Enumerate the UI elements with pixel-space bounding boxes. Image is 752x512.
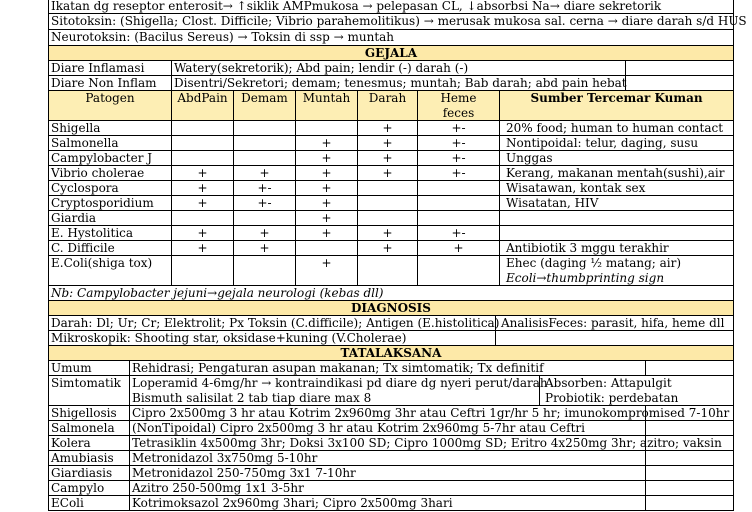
patogen-name: E. Hystolitica bbox=[51, 226, 134, 240]
tx-empty bbox=[645, 436, 733, 450]
patogen-sumber: 20% food; human to human contact bbox=[499, 121, 733, 135]
patogen-darah: + bbox=[357, 121, 417, 135]
patogen-darah: + bbox=[357, 151, 417, 165]
patogen-sumber: Wisatatan, HIV bbox=[499, 196, 733, 210]
patogen-name: C. Difficile bbox=[51, 241, 115, 255]
tx-label: Campylo bbox=[51, 481, 105, 495]
tx-row bbox=[48, 406, 734, 421]
simtomatik-line2: Bismuth salisilat 2 tab tiap diare max 8 bbox=[132, 391, 372, 405]
patogen-darah: + bbox=[357, 166, 417, 180]
patogen-heme bbox=[417, 181, 499, 195]
diagnosis-heading: DIAGNOSIS bbox=[351, 301, 431, 315]
patogen-sumber bbox=[499, 256, 733, 285]
patogen-abd: + bbox=[171, 166, 233, 180]
tx-empty bbox=[645, 481, 733, 495]
gejala-noninflam-row bbox=[48, 76, 734, 91]
patogen-muntah: + bbox=[295, 136, 357, 150]
patogen-name: Cryptosporidium bbox=[51, 196, 154, 210]
tx-label: Shigellosis bbox=[51, 406, 117, 420]
document-page bbox=[48, 0, 747, 511]
patogen-heme: +- bbox=[417, 121, 499, 135]
tx-simtomatik-label: Simtomatik bbox=[51, 376, 121, 390]
patogen-sumber: Kerang, makanan mentah(sushi),air bbox=[499, 166, 733, 180]
tx-umum-label: Umum bbox=[51, 361, 92, 375]
patogen-name: Giardia bbox=[51, 211, 96, 225]
patogen-demam: +- bbox=[233, 196, 295, 210]
patogen-row bbox=[48, 121, 734, 136]
patogen-darah: + bbox=[357, 226, 417, 240]
patogen-demam bbox=[233, 121, 295, 135]
intro-row-1 bbox=[48, 0, 734, 14]
inflamasi-empty bbox=[625, 61, 733, 75]
tx-label: Salmonela bbox=[51, 421, 115, 435]
patogen-abd bbox=[171, 136, 233, 150]
patogen-abd bbox=[171, 121, 233, 135]
gejala-inflamasi-row bbox=[48, 61, 734, 76]
patogen-demam bbox=[233, 151, 295, 165]
tx-row bbox=[48, 421, 734, 436]
tx-value: Metronidazol 3x750mg 5-10hr bbox=[129, 451, 645, 465]
tx-row bbox=[48, 451, 734, 466]
tx-empty bbox=[645, 466, 733, 480]
patogen-darah bbox=[357, 256, 417, 285]
tx-row bbox=[48, 436, 734, 451]
patogen-row bbox=[48, 181, 734, 196]
tx-simtomatik-main bbox=[129, 376, 548, 405]
col-darah: Darah bbox=[357, 91, 417, 120]
patogen-darah: + bbox=[357, 136, 417, 150]
simtomatik-line1: Loperamid 4-6mg/hr → kontraindikasi pd diare dg nyeri perut/darah bbox=[132, 376, 548, 390]
patogen-heme: +- bbox=[417, 166, 499, 180]
patogen-heme: + bbox=[417, 241, 499, 255]
patogen-heme: +- bbox=[417, 151, 499, 165]
patogen-muntah: + bbox=[295, 166, 357, 180]
tx-empty bbox=[645, 496, 733, 510]
patogen-heme: +- bbox=[417, 226, 499, 240]
patogen-heme bbox=[417, 211, 499, 225]
patogen-row bbox=[48, 166, 734, 181]
tx-value: Kotrimoksazol 2x960mg 3hari; Cipro 2x500mg 3hari bbox=[129, 496, 645, 510]
patogen-abd: + bbox=[171, 181, 233, 195]
patogen-header-row bbox=[48, 91, 734, 121]
intro-row-3 bbox=[48, 30, 734, 46]
diagnosis-darah: Darah: Dl; Ur; Cr; Elektrolit; Px Toksin (C.difficile); Antigen (E.histolitica) bbox=[51, 316, 500, 330]
patogen-abd: + bbox=[171, 241, 233, 255]
patogen-heme: +- bbox=[417, 136, 499, 150]
tx-value: Tetrasiklin 4x500mg 3hr; Doksi 3x100 SD; Cipro 1000mg SD; Eritro 4x250mg 3hr; azitro; vaksin bbox=[129, 436, 645, 450]
col-abdpain: AbdPain bbox=[171, 91, 233, 120]
tx-row bbox=[48, 466, 734, 481]
tx-value: Metronidazol 250-750mg 3x1 7-10hr bbox=[129, 466, 645, 480]
tx-label: Amubiasis bbox=[51, 451, 114, 465]
tx-label: EColi bbox=[51, 496, 84, 510]
patogen-demam: + bbox=[233, 166, 295, 180]
patogen-demam bbox=[233, 211, 295, 225]
inflamasi-label: Diare Inflamasi bbox=[51, 61, 145, 75]
patogen-row bbox=[48, 196, 734, 211]
patogen-name: Campylobacter J bbox=[51, 151, 153, 165]
patogen-sumber bbox=[499, 226, 733, 240]
patogen-demam: +- bbox=[233, 181, 295, 195]
diagnosis-row-2 bbox=[48, 331, 734, 346]
tx-umum-empty bbox=[645, 361, 733, 375]
col-heme-line2: feces bbox=[442, 106, 475, 120]
ecoli-sumber-line2: Ecoli→thumbprinting sign bbox=[506, 271, 665, 285]
patogen-row bbox=[48, 226, 734, 241]
patogen-abd: + bbox=[171, 196, 233, 210]
diagnosis-heading-row bbox=[48, 301, 734, 316]
patogen-muntah: + bbox=[295, 181, 357, 195]
gejala-heading-row bbox=[48, 46, 734, 61]
col-heme-line1: Heme bbox=[440, 91, 477, 105]
tx-row bbox=[48, 481, 734, 496]
noninflam-empty bbox=[625, 76, 733, 90]
ecoli-sumber-line1: Ehec (daging ½ matang; air) bbox=[506, 256, 682, 270]
patogen-name: Salmonella bbox=[51, 136, 119, 150]
patogen-demam bbox=[233, 256, 295, 285]
patogen-row bbox=[48, 151, 734, 166]
simtomatik-side1: Absorben: Attapulgit bbox=[545, 376, 672, 390]
patogen-abd bbox=[171, 211, 233, 225]
patogen-demam: + bbox=[233, 226, 295, 240]
tx-value: Azitro 250-500mg 1x1 3-5hr bbox=[129, 481, 645, 495]
intro-text-1: Ikatan dg reseptor enterosit→ ↑siklik AMPmukosa → pelepasan CL, ↓absorbsi Na→ diare sekretorik bbox=[51, 0, 662, 13]
tatalaksana-heading-row bbox=[48, 346, 734, 361]
col-muntah: Muntah bbox=[295, 91, 357, 120]
col-patogen: Patogen bbox=[85, 91, 135, 105]
patogen-demam bbox=[233, 136, 295, 150]
col-heme bbox=[417, 91, 499, 120]
patogen-darah: + bbox=[357, 241, 417, 255]
gejala-heading: GEJALA bbox=[364, 46, 418, 60]
patogen-row bbox=[48, 136, 734, 151]
patogen-muntah: + bbox=[295, 196, 357, 210]
diagnosis-empty bbox=[495, 331, 733, 345]
patogen-abd: + bbox=[171, 226, 233, 240]
patogen-heme bbox=[417, 196, 499, 210]
patogen-name: Vibrio cholerae bbox=[51, 166, 145, 180]
patogen-muntah: + bbox=[295, 211, 357, 225]
tx-umum-value: Rehidrasi; Pengaturan asupan makanan; Tx simtomatik; Tx definitif bbox=[129, 361, 645, 375]
intro-row-2 bbox=[48, 14, 747, 30]
diagnosis-row-1 bbox=[48, 316, 734, 331]
tx-empty bbox=[645, 451, 733, 465]
note-text: Nb: Campylobacter jejuni→gejala neurologi (kebas dll) bbox=[51, 286, 384, 300]
patogen-row-ecoli bbox=[48, 256, 734, 286]
patogen-demam: + bbox=[233, 241, 295, 255]
patogen-sumber: Antibiotik 3 mggu terakhir bbox=[499, 241, 733, 255]
patogen-heme bbox=[417, 256, 499, 285]
intro-text-3: Neurotoksin: (Bacilus Sereus) → Toksin di ssp → muntah bbox=[51, 30, 395, 44]
noninflam-label: Diare Non Inflam bbox=[51, 76, 157, 90]
patogen-sumber: Nontipoidal: telur, daging, susu bbox=[499, 136, 733, 150]
tx-row-simtomatik bbox=[48, 376, 734, 406]
tx-empty bbox=[645, 406, 733, 420]
noninflam-value: Disentri/Sekretori; demam; tenesmus; muntah; Bab darah; abd pain hebat bbox=[171, 76, 625, 90]
inflamasi-value: Watery(sekretorik); Abd pain; lendir (-) darah (-) bbox=[171, 61, 625, 75]
patogen-muntah: + bbox=[295, 151, 357, 165]
patogen-rows bbox=[48, 121, 734, 256]
patogen-muntah: + bbox=[295, 256, 357, 285]
patogen-abd bbox=[171, 256, 233, 285]
patogen-abd bbox=[171, 151, 233, 165]
simtomatik-side2: Probiotik: perdebatan bbox=[545, 391, 679, 405]
diagnosis-mikroskopik: Mikroskopik: Shooting star, oksidase+kuning (V.Cholerae) bbox=[51, 331, 407, 345]
patogen-sumber: Wisatawan, kontak sex bbox=[499, 181, 733, 195]
col-sumber: Sumber Tercemar Kuman bbox=[499, 91, 733, 120]
patogen-darah bbox=[357, 181, 417, 195]
patogen-muntah bbox=[295, 121, 357, 135]
tx-value: (NonTipoidal) Cipro 2x500mg 3 hr atau Kotrim 2x960mg 5-7hr atau Ceftri bbox=[129, 421, 645, 435]
patogen-row bbox=[48, 241, 734, 256]
tx-label: Giardiasis bbox=[51, 466, 113, 480]
patogen-name: Cyclospora bbox=[51, 181, 119, 195]
patogen-sumber bbox=[499, 211, 733, 225]
tx-empty bbox=[645, 421, 733, 435]
tx-label: Kolera bbox=[51, 436, 91, 450]
patogen-muntah: + bbox=[295, 226, 357, 240]
diagnosis-feses: AnalisisFeces: parasit, hifa, heme dll bbox=[495, 316, 733, 330]
patogen-name: E.Coli(shiga tox) bbox=[51, 256, 153, 270]
patogen-muntah bbox=[295, 241, 357, 255]
tx-rows bbox=[48, 406, 734, 511]
tx-simtomatik-side bbox=[539, 376, 733, 405]
patogen-row bbox=[48, 211, 734, 226]
patogen-name: Shigella bbox=[51, 121, 101, 135]
col-demam: Demam bbox=[233, 91, 295, 120]
tx-value: Cipro 2x500mg 3 hr atau Kotrim 2x960mg 3hr atau Ceftri 1gr/hr 5 hr; imunokompromised 7-10hr bbox=[129, 406, 645, 420]
intro-text-2: Sitotoksin: (Shigella; Clost. Difficile; Vibrio parahemolitikus) → merusak mukosa sal. cerna → diare darah s/d HUS bbox=[51, 14, 747, 28]
patogen-darah bbox=[357, 211, 417, 225]
tatalaksana-heading: TATALAKSANA bbox=[340, 346, 442, 360]
patogen-darah bbox=[357, 196, 417, 210]
tx-row-umum bbox=[48, 361, 734, 376]
tx-row bbox=[48, 496, 734, 511]
patogen-sumber: Unggas bbox=[499, 151, 733, 165]
note-row bbox=[48, 286, 734, 301]
